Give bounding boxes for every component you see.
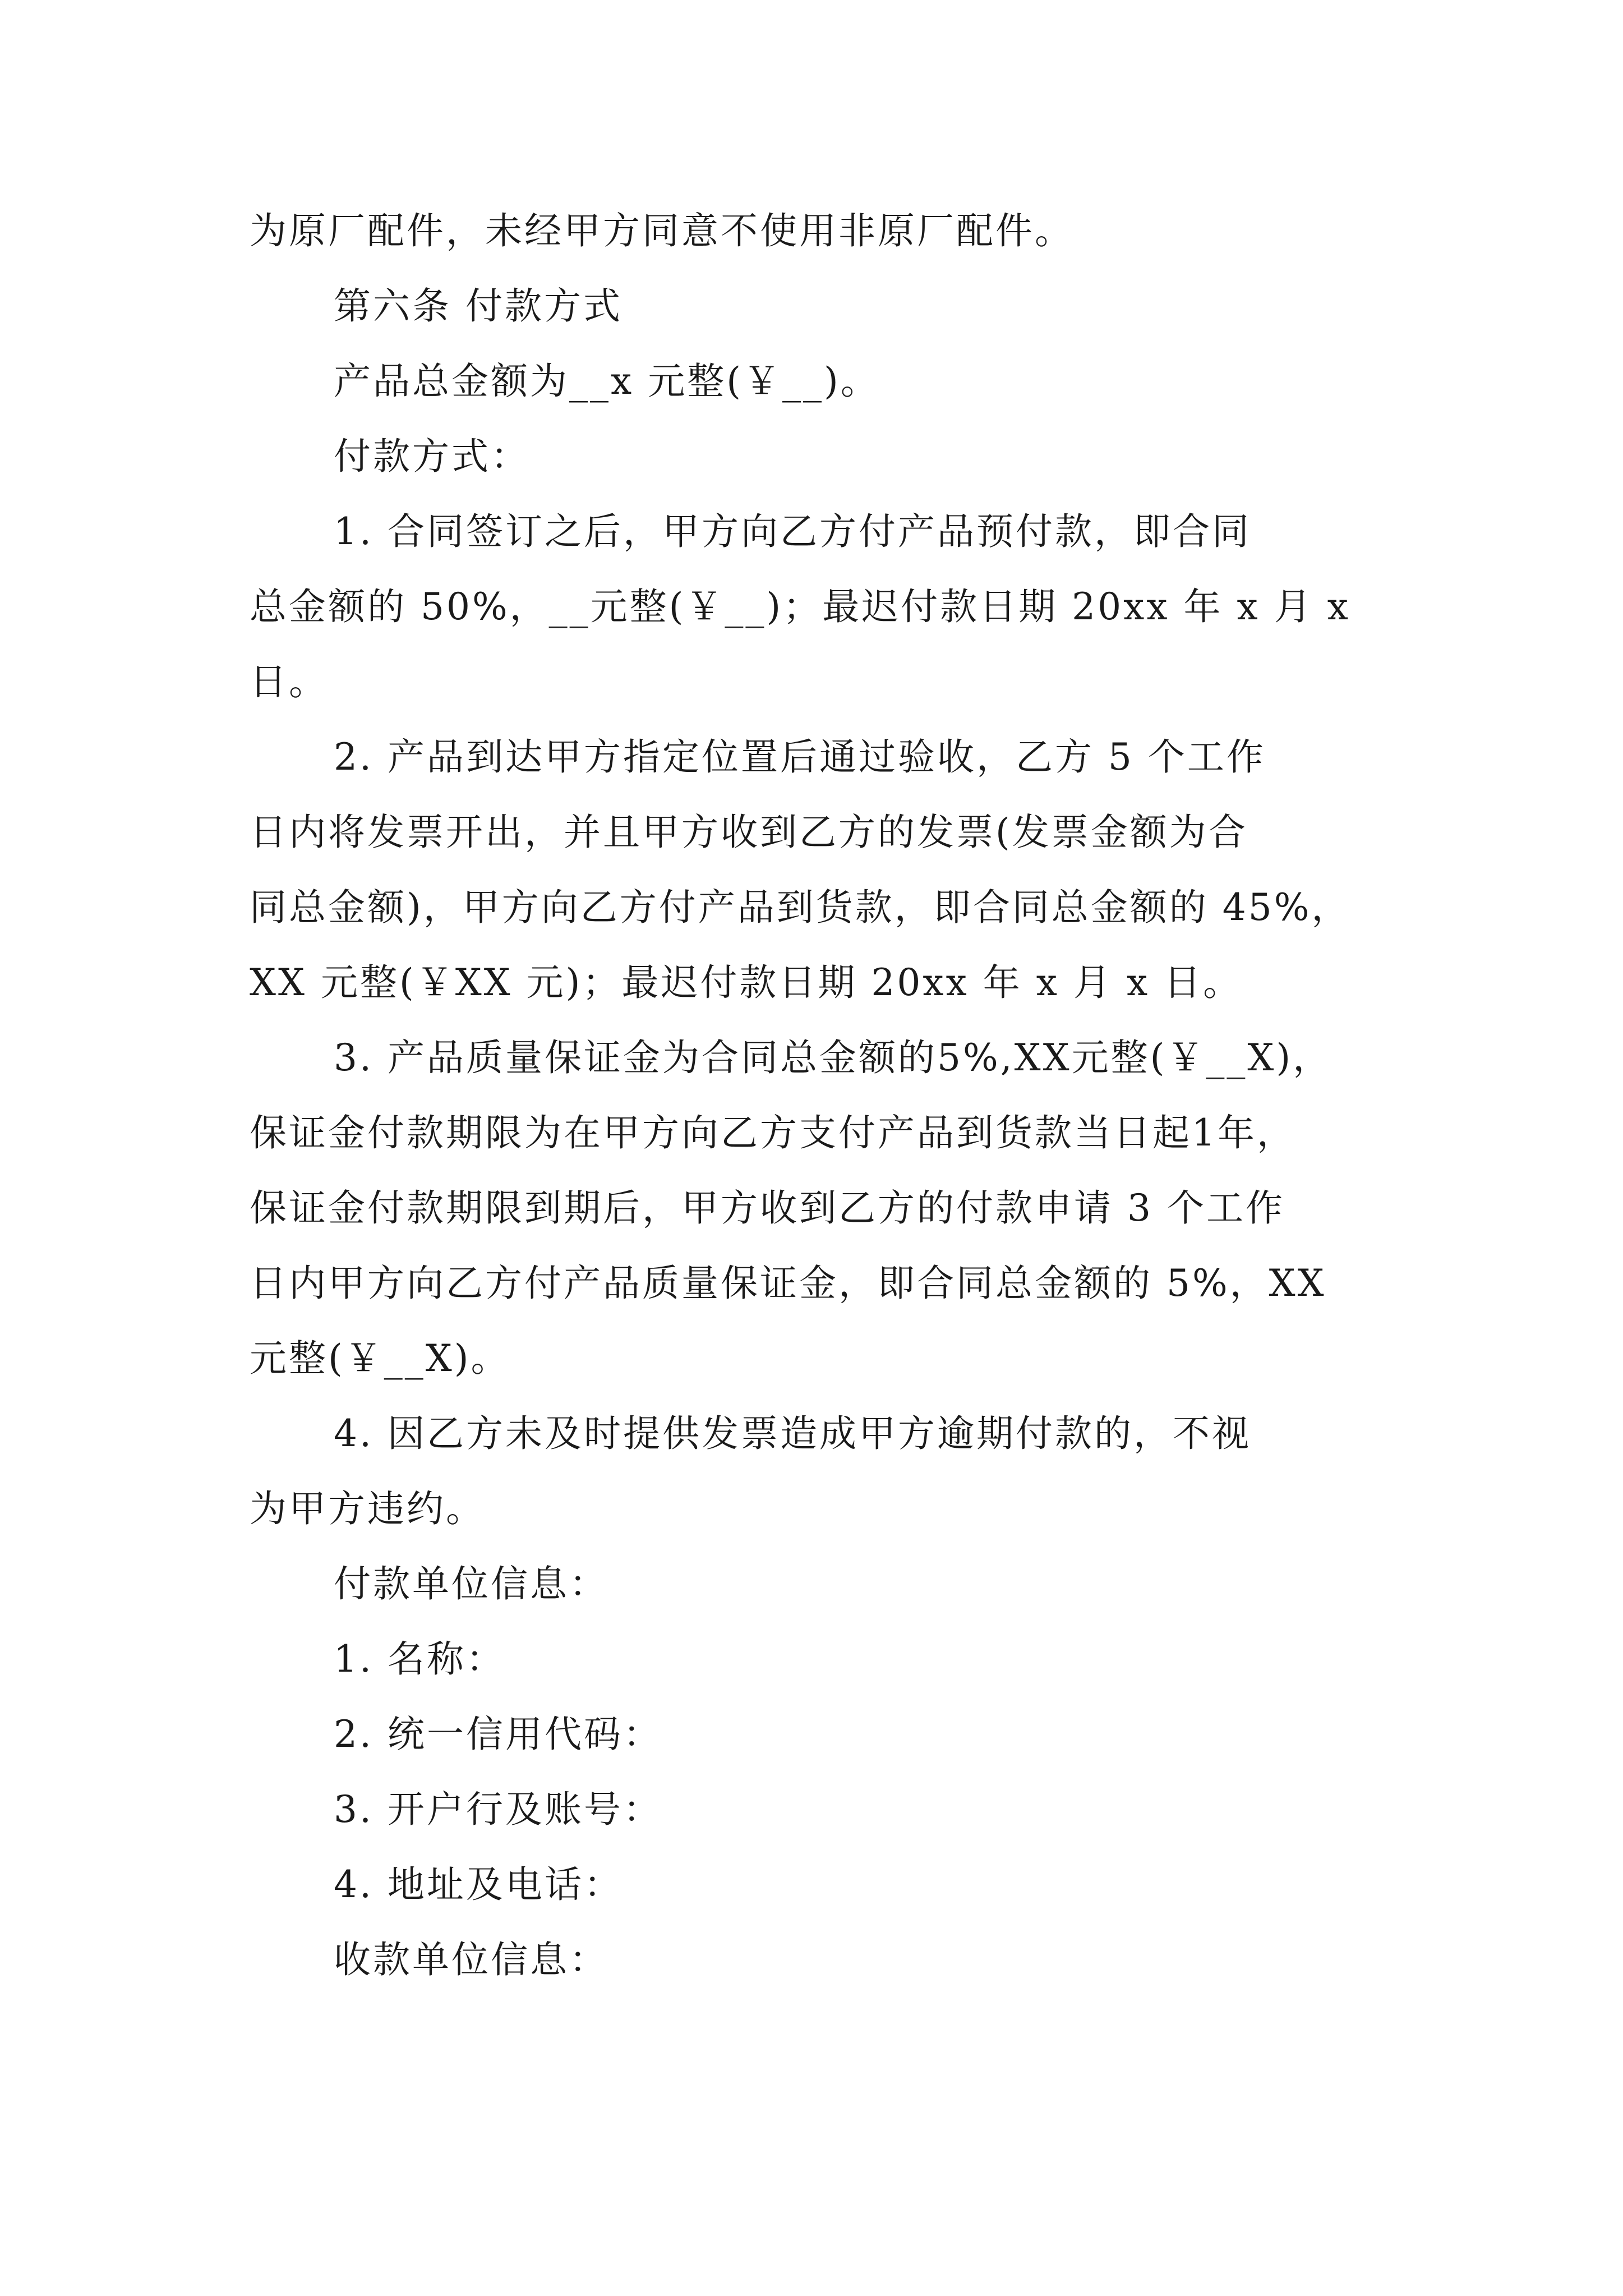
list-item: 3. 开户行及账号： [334, 1788, 662, 1831]
text-line: 产品总金额为__x 元整(￥__)。 [334, 360, 880, 403]
text-line: 日内甲方向乙方付产品质量保证金，即合同总金额的 5%，XX [250, 1262, 1326, 1305]
list-item: 1. 合同签订之后，甲方向乙方付产品预付款，即合同 [334, 510, 1251, 553]
text-line: 日内将发票开出，并且甲方收到乙方的发票(发票金额为合 [250, 811, 1248, 854]
text-line: 总金额的 50%，__元整(￥__)；最迟付款日期 20xx 年 x 月 x [250, 585, 1350, 628]
list-item: 1. 名称： [334, 1637, 505, 1681]
text-line: 付款方式： [334, 435, 530, 478]
text-line: XX 元整(￥XX 元)；最迟付款日期 20xx 年 x 月 x 日。 [250, 961, 1243, 1004]
text-line: 保证金付款期限到期后，甲方收到乙方的付款申请 3 个工作 [250, 1186, 1285, 1230]
list-item: 4. 地址及电话： [334, 1863, 623, 1906]
list-item: 2. 统一信用代码： [334, 1713, 662, 1756]
text-line: 为原厂配件，未经甲方同意不使用非原厂配件。 [250, 209, 1074, 252]
document-body [250, 209, 1444, 1981]
list-item: 3. 产品质量保证金为合同总金额的5%,XX元整(￥__X)， [334, 1036, 1332, 1079]
text-line: 保证金付款期限为在甲方向乙方支付产品到货款当日起1年， [250, 1111, 1296, 1154]
section-heading: 第六条 付款方式 [334, 284, 623, 328]
list-item: 2. 产品到达甲方指定位置后通过验收，乙方 5 个工作 [334, 735, 1266, 779]
text-line: 为甲方违约。 [250, 1487, 485, 1530]
section-label: 收款单位信息： [334, 1938, 608, 1981]
text-line: 同总金额)，甲方向乙方付产品到货款，即合同总金额的 45%， [250, 886, 1351, 929]
text-line: 元整(￥__X)。 [250, 1337, 510, 1380]
text-line: 日。 [250, 660, 328, 703]
list-item: 4. 因乙方未及时提供发票造成甲方逾期付款的，不视 [334, 1412, 1251, 1455]
section-label: 付款单位信息： [334, 1562, 608, 1605]
